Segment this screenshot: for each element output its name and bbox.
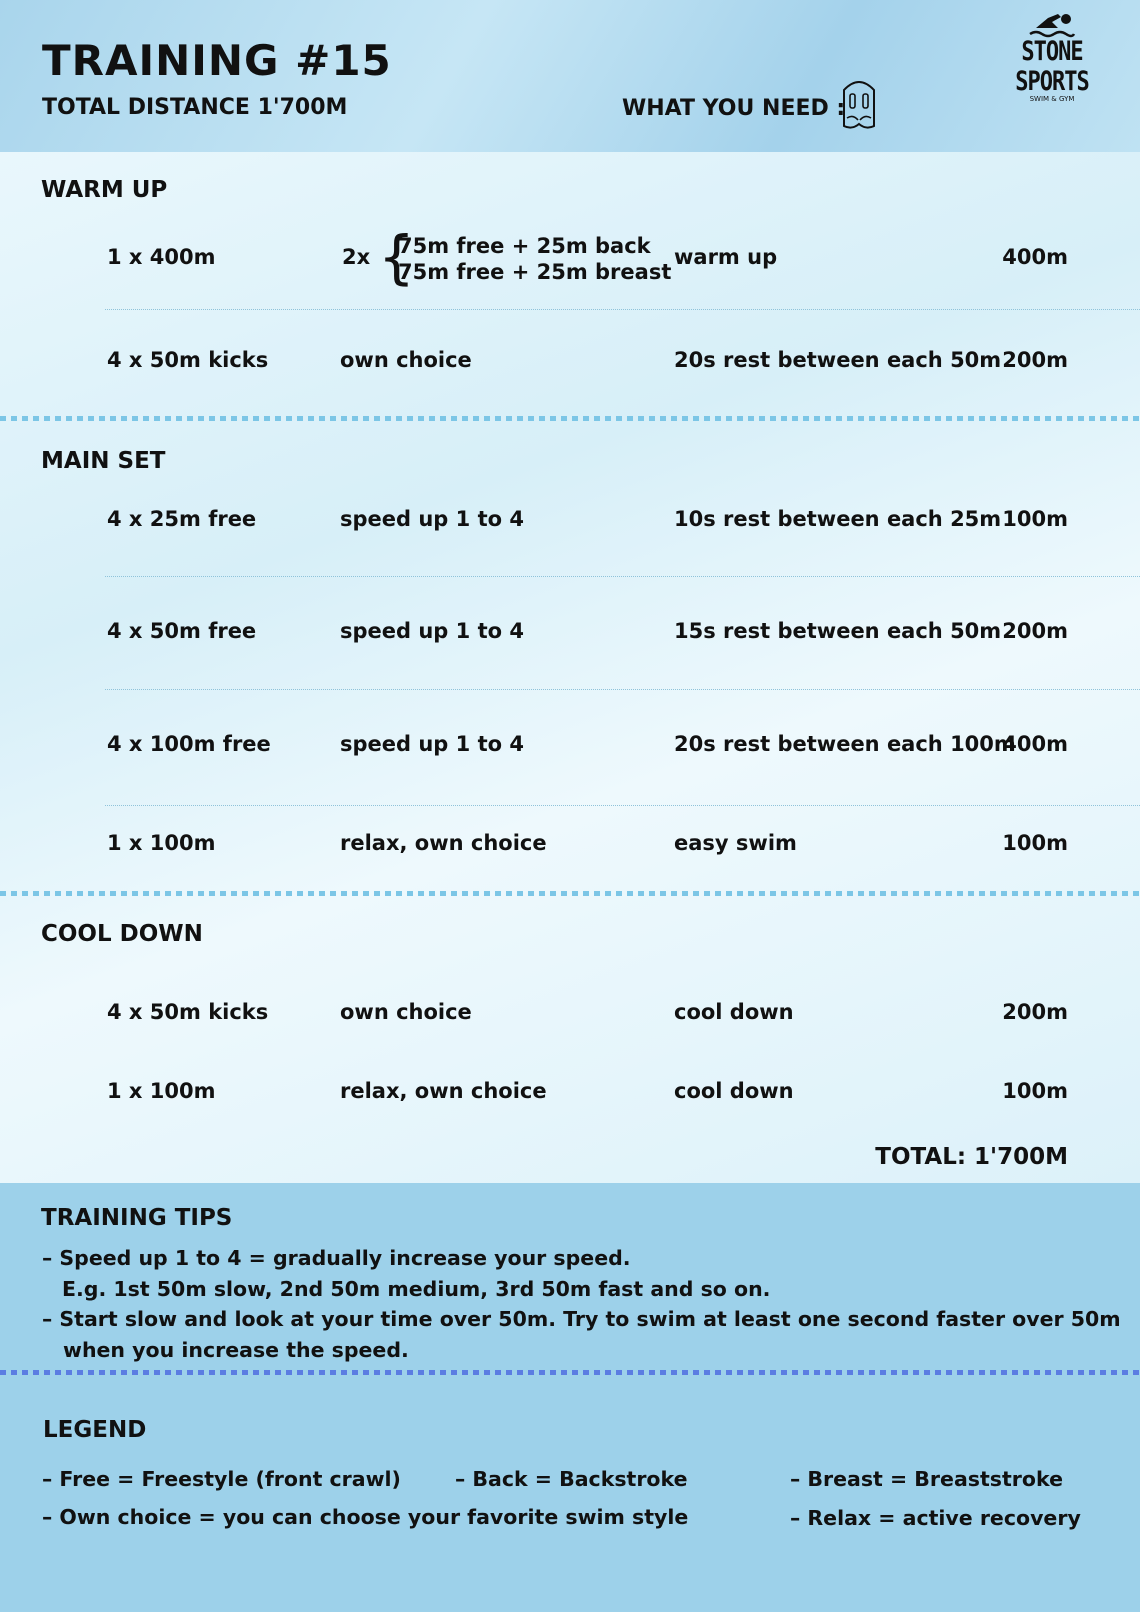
set-note: cool down [674,1000,794,1024]
brand-tagline: SWIM & GYM [1029,95,1075,103]
set-note: 10s rest between each 25m [674,507,1002,531]
set-description: 4 x 50m kicks [107,1000,269,1024]
style-line: 75m free + 25m back [398,234,651,258]
set-description: 1 x 400m [107,245,216,269]
swim-style: speed up 1 to 4 [340,732,524,756]
style-multiplier: 2x [342,245,371,269]
swim-style: own choice [340,1000,472,1024]
section-divider [0,1370,1140,1375]
set-note: 20s rest between each 50m [674,348,1002,372]
row-separator [105,576,1140,577]
set-distance: 200m [1002,348,1068,372]
set-distance: 400m [1002,732,1068,756]
row-separator [105,689,1140,690]
section-title: WARM UP [41,177,168,203]
set-distance: 100m [1002,831,1068,855]
what-you-need-label: WHAT YOU NEED : [622,96,846,121]
set-note: 20s rest between each 100m [674,732,1016,756]
legend-item: – Breast = Breaststroke [790,1467,1063,1491]
row-separator [105,805,1140,806]
set-distance: 100m [1002,507,1068,531]
tip-line: – Speed up 1 to 4 = gradually increase your speed. [42,1246,631,1270]
set-description: 1 x 100m [107,1079,216,1103]
tip-line: – Start slow and look at your time over 50m. Try to swim at least one second faster over 50m [42,1307,1121,1331]
brand-name: STONE SPORTS [1015,37,1089,97]
style-line: 75m free + 25m breast [398,260,672,284]
total-distance-summary: TOTAL: 1'700M [875,1144,1068,1170]
legend-item: – Free = Freestyle (front crawl) [42,1467,401,1491]
tips-title: TRAINING TIPS [41,1205,233,1231]
set-distance: 200m [1002,619,1068,643]
set-description: 4 x 50m free [107,619,257,643]
legend-title: LEGEND [43,1417,147,1443]
legend-item: – Back = Backstroke [455,1467,688,1491]
legend-item: – Relax = active recovery [790,1506,1081,1530]
set-description: 4 x 50m kicks [107,348,269,372]
total-distance: TOTAL DISTANCE 1'700M [42,95,348,120]
set-description: 4 x 100m free [107,732,271,756]
section-title: COOL DOWN [41,921,203,947]
swim-style: own choice [340,348,472,372]
section-divider [0,416,1140,421]
set-note: 15s rest between each 50m [674,619,1002,643]
swim-style: speed up 1 to 4 [340,507,524,531]
brace-icon: { [378,223,415,291]
row-separator [105,309,1140,310]
brand-logo [982,10,1122,103]
section-title: MAIN SET [41,448,166,474]
set-note: easy swim [674,831,797,855]
section-divider [0,891,1140,896]
set-description: 1 x 100m [107,831,216,855]
swim-style: relax, own choice [340,1079,547,1103]
legend-item: – Own choice = you can choose your favorite swim style [42,1505,689,1529]
swim-style: relax, own choice [340,831,547,855]
page-title: TRAINING #15 [42,36,392,85]
kickboard-icon [838,78,880,134]
set-note: warm up [674,245,778,269]
workout-body [0,152,1140,1183]
set-distance: 400m [1002,245,1068,269]
set-note: cool down [674,1079,794,1103]
set-distance: 100m [1002,1079,1068,1103]
swim-style: speed up 1 to 4 [340,619,524,643]
set-distance: 200m [1002,1000,1068,1024]
tip-line: E.g. 1st 50m slow, 2nd 50m medium, 3rd 50m fast and so on. [62,1277,771,1301]
tip-line: when you increase the speed. [63,1338,409,1362]
swimmer-icon [1028,10,1076,38]
set-description: 4 x 25m free [107,507,257,531]
